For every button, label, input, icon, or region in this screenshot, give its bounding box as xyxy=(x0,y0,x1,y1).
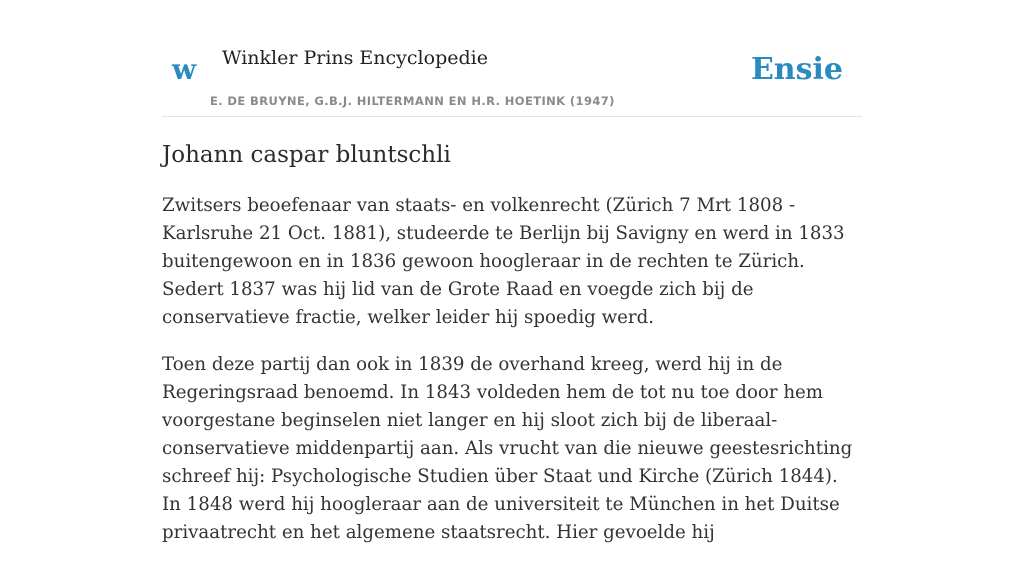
winkler-prins-logo-icon[interactable]: w xyxy=(172,53,197,86)
article-paragraph: Toen deze partij dan ook in 1839 de overhand kreeg, werd hij in de Regeringsraad benoemd. In 1843 voldeden hem de tot nu toe door hem voorgestane beginselen niet langer en hij sloot zich bij de liberaal-conservatieve middenpartij aan. Als vrucht van die nieuwe geestesrichting schreef hij: Psychologische Studien über Staat und Kirche (Zürich 1844). In 1848 werd hij hoogleraar aan de universiteit te München in het Duitse privaatrecht en het algemene staatsrecht. Hier gevoelde hij xyxy=(162,354,853,543)
article-paragraph: Zwitsers beoefenaar van staats- en volkenrecht (Zürich 7 Mrt 1808 - Karlsruhe 21 Oct. 1881), studeerde te Berlijn bij Savigny en werd in 1833 buitengewoon en in 1836 gewoon hoogleraar in de rechten te Zürich. Sedert 1837 was hij lid van de Grote Raad en voegde zich bij de conservatieve fractie, welker leider hij spoedig werd. xyxy=(162,195,845,328)
encyclopedia-title[interactable]: Winkler Prins Encyclopedie xyxy=(222,47,488,69)
ensie-brand-link[interactable]: Ensie xyxy=(750,52,843,87)
site-header xyxy=(162,0,862,117)
article-body xyxy=(162,192,862,566)
article-title: Johann caspar bluntschli xyxy=(162,142,451,168)
page xyxy=(162,0,862,543)
encyclopedia-authors: E. DE BRUYNE, G.B.J. HILTERMANN EN H.R. HOETINK (1947) xyxy=(210,94,615,108)
